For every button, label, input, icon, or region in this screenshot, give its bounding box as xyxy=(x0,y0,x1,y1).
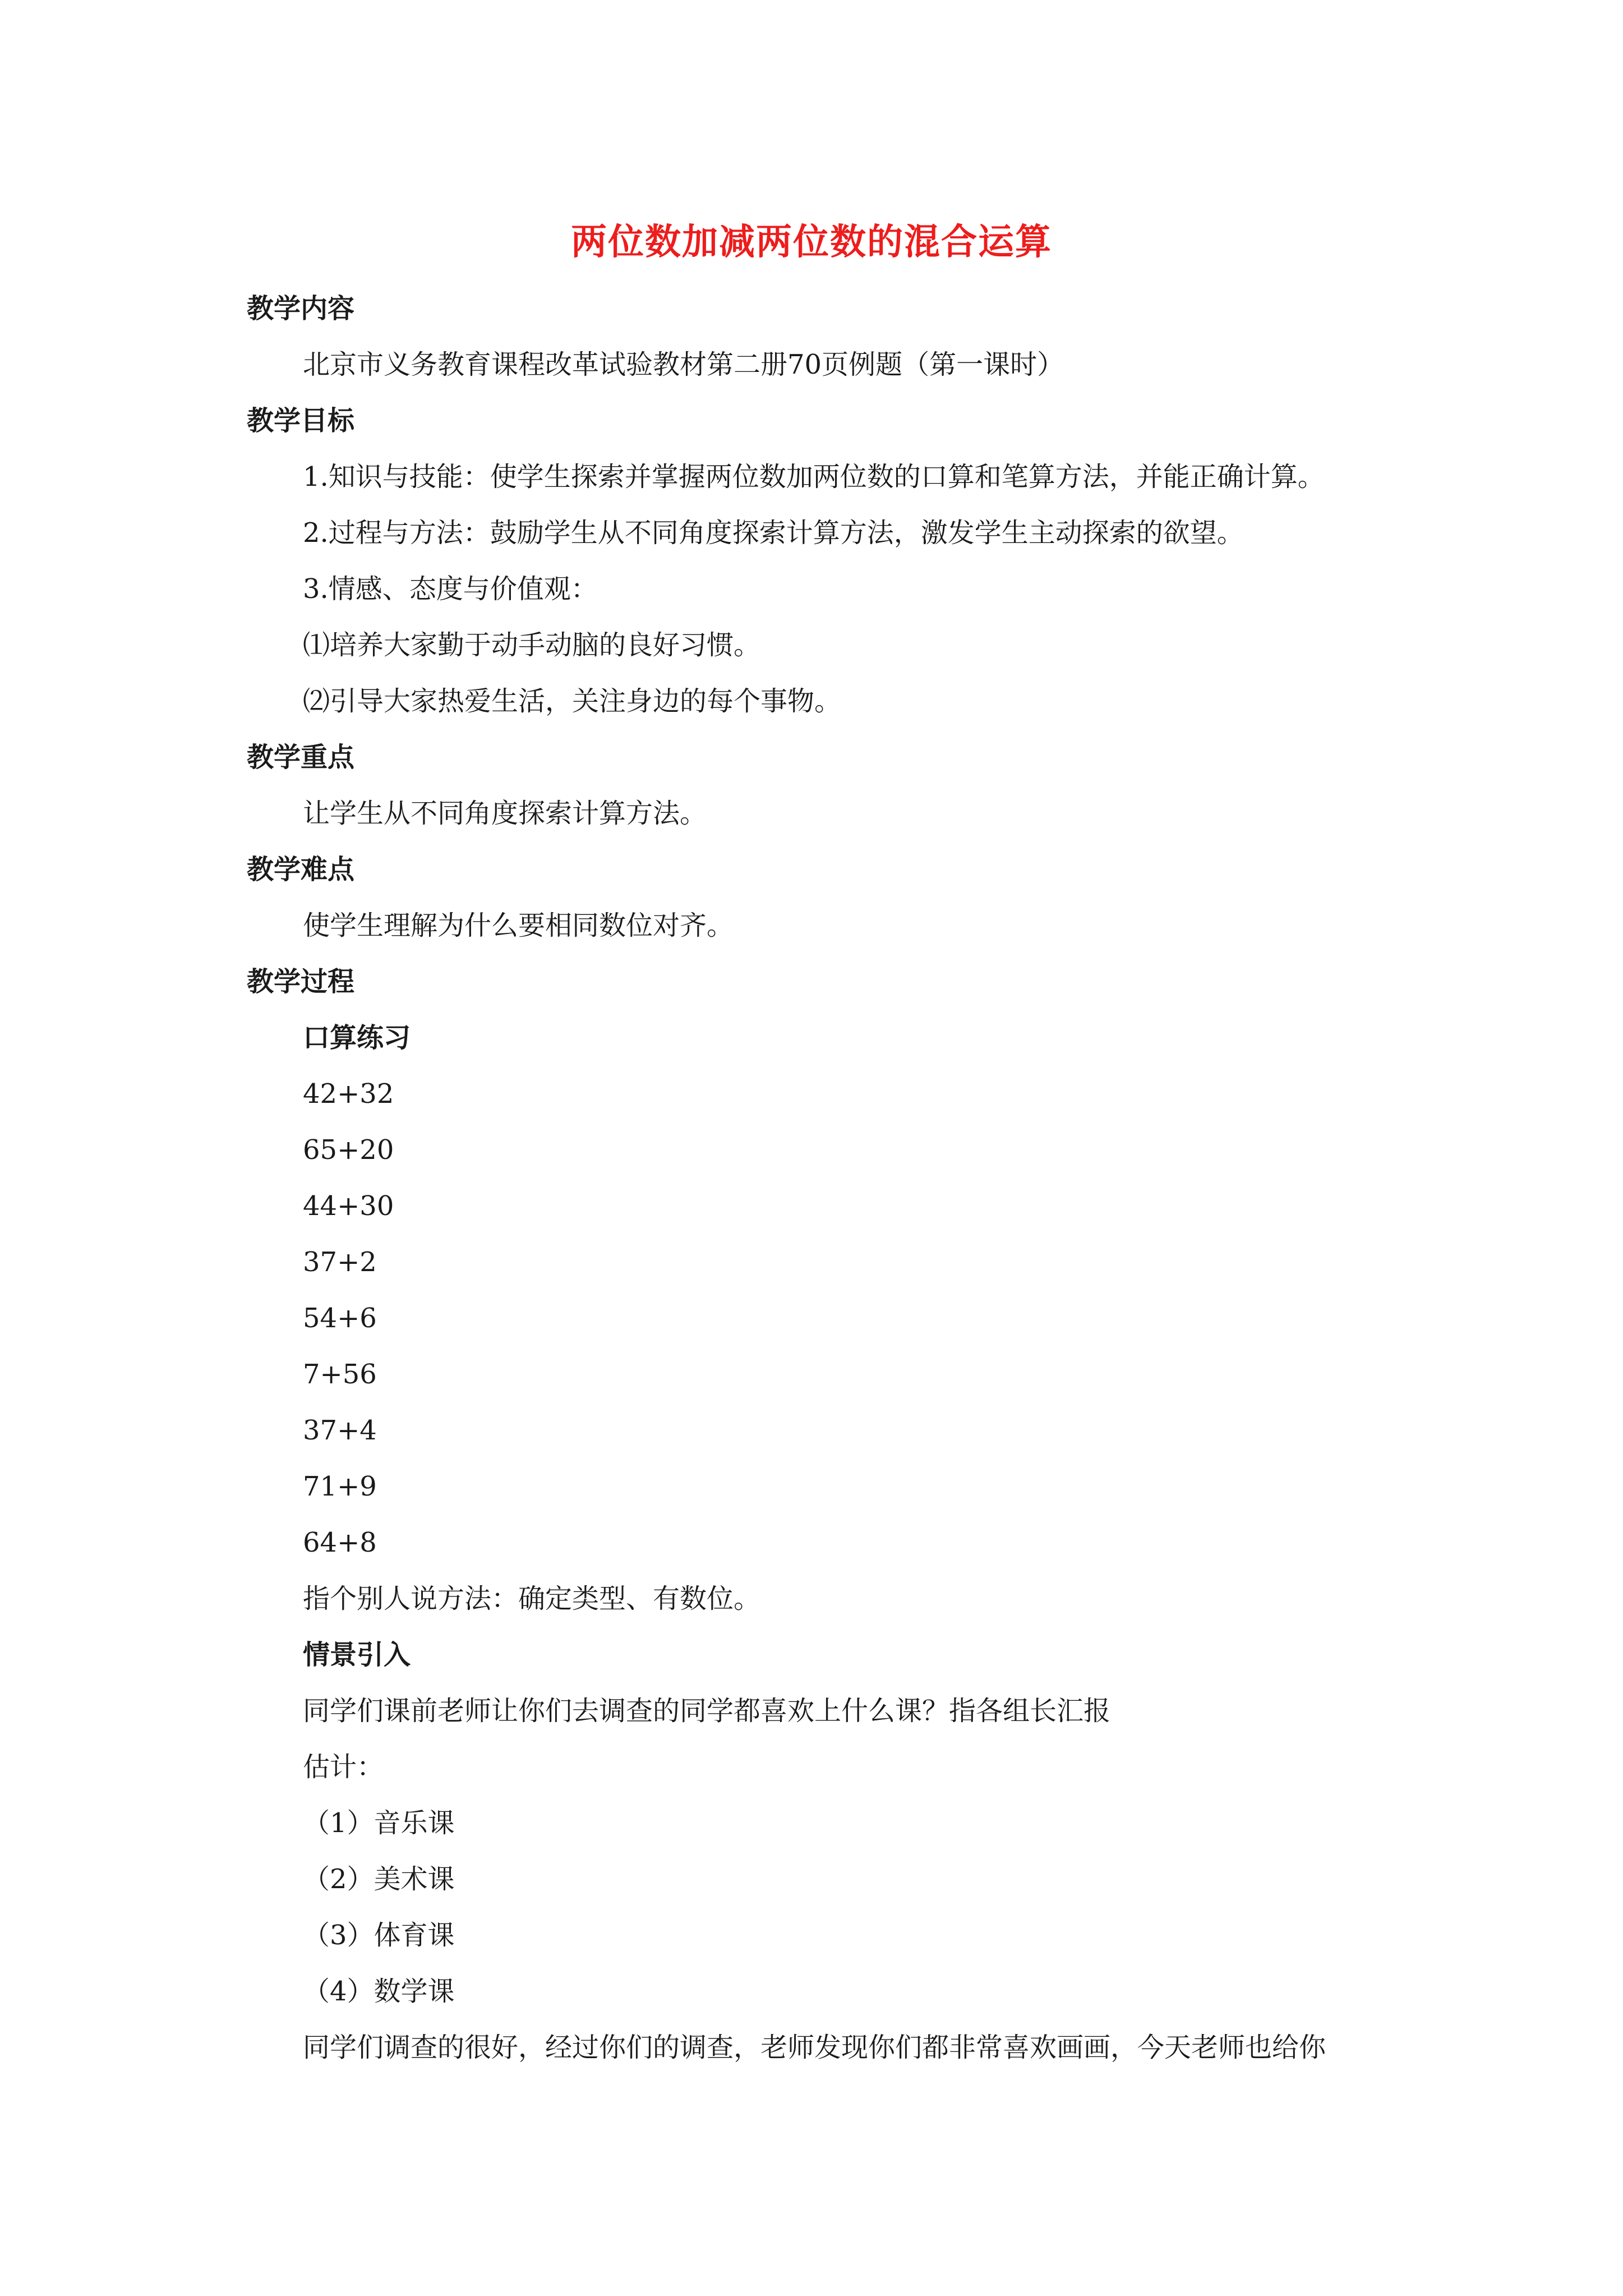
section-heading-key-points: 教学重点 xyxy=(247,742,355,773)
section-heading-goals: 教学目标 xyxy=(247,405,355,436)
oral-exercise: 65+20 xyxy=(303,1134,394,1166)
intro-list-item: （3）体育课 xyxy=(303,1920,455,1951)
goal-item: 2.过程与方法：鼓励学生从不同角度探索计算方法，激发学生主动探索的欲望。 xyxy=(303,517,1244,549)
goal-item: 3.情感、态度与价值观： xyxy=(303,573,598,605)
intro-line: 同学们课前老师让你们去调查的同学都喜欢上什么课？指各组长汇报 xyxy=(303,1695,1111,1727)
subsection-heading-intro: 情景引入 xyxy=(303,1639,411,1671)
oral-exercise: 44+30 xyxy=(303,1190,394,1222)
key-points-text: 让学生从不同角度探索计算方法。 xyxy=(303,798,707,829)
document-title: 两位数加减两位数的混合运算 xyxy=(571,222,1052,263)
intro-list-item: （4）数学课 xyxy=(303,1976,455,2007)
intro-list-item: （2）美术课 xyxy=(303,1864,455,1895)
oral-exercise: 54+6 xyxy=(303,1303,377,1334)
oral-exercise: 37+4 xyxy=(303,1415,377,1446)
document-body xyxy=(247,280,1396,2076)
goal-subitem: ⑵引导大家热爱生活，关注身边的每个事物。 xyxy=(303,685,842,717)
intro-list-item: （1）音乐课 xyxy=(303,1807,455,1839)
goal-subitem: ⑴培养大家勤于动手动脑的良好习惯。 xyxy=(303,629,761,661)
section-heading-process: 教学过程 xyxy=(247,966,355,997)
difficulties-text: 使学生理解为什么要相同数位对齐。 xyxy=(303,910,734,941)
subsection-heading-oral: 口算练习 xyxy=(303,1022,411,1053)
goal-item: 1.知识与技能：使学生探索并掌握两位数加两位数的口算和笔算方法，并能正确计算。 xyxy=(303,461,1325,493)
intro-line: 估计： xyxy=(303,1751,384,1783)
oral-exercise: 71+9 xyxy=(303,1471,377,1502)
section-heading-difficulties: 教学难点 xyxy=(247,854,355,885)
oral-note: 指个别人说方法：确定类型、有数位。 xyxy=(303,1583,761,1614)
oral-exercise: 7+56 xyxy=(303,1359,377,1390)
oral-exercise: 64+8 xyxy=(303,1527,377,1558)
oral-exercise: 37+2 xyxy=(303,1246,377,1278)
section-heading-content: 教学内容 xyxy=(247,293,355,324)
oral-exercise: 42+32 xyxy=(303,1078,394,1110)
intro-line: 同学们调查的很好，经过你们的调查，老师发现你们都非常喜欢画画，今天老师也给你 xyxy=(303,2032,1326,2063)
content-text: 北京市义务教育课程改革试验教材第二册70页例题（第一课时） xyxy=(303,349,1064,380)
